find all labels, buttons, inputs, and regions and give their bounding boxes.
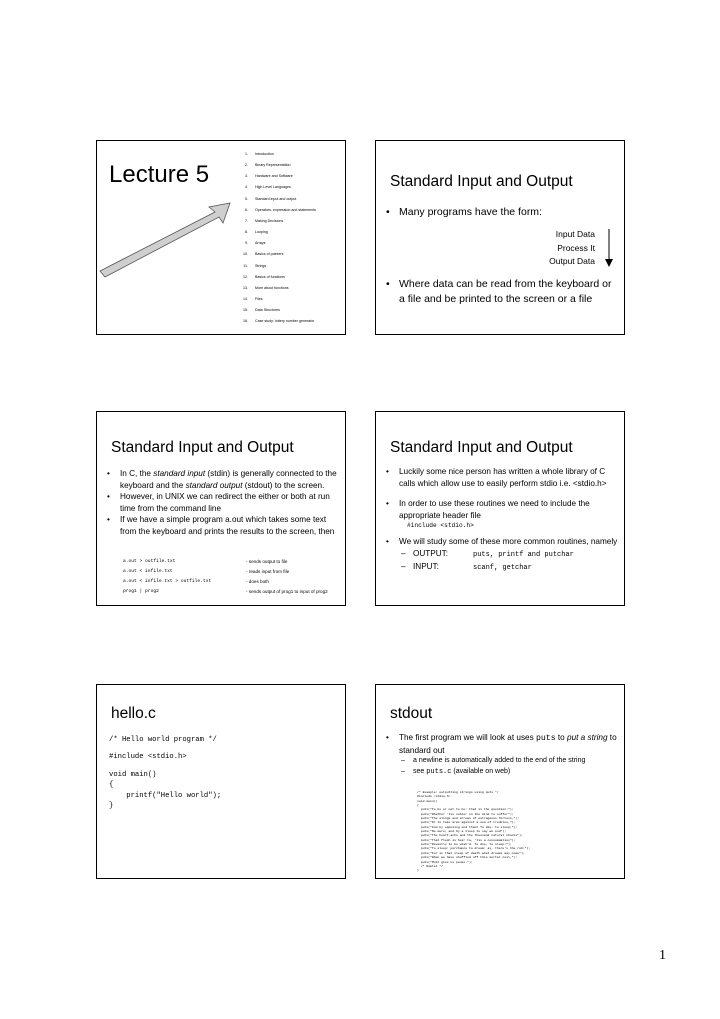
hello-world-code xyxy=(109,735,221,811)
toc-label: Looping xyxy=(255,230,268,235)
bullet-text: • Many programs have the form: xyxy=(386,205,618,219)
toc-number: 13. xyxy=(243,285,248,290)
redirect-description: - sends output to file xyxy=(246,559,288,564)
slide-title: hello.c xyxy=(111,705,156,722)
code-line: } xyxy=(417,868,419,873)
redirect-description: - does both xyxy=(246,579,269,584)
toc-label: Basics of functions xyxy=(255,274,285,279)
redirect-row xyxy=(123,557,328,567)
toc-number: 14. xyxy=(243,297,248,302)
slide-title: Lecture 5 xyxy=(109,161,210,188)
down-arrow-icon xyxy=(602,227,616,269)
toc-item xyxy=(234,238,316,249)
code-line: puts("Must give us pause."); xyxy=(417,859,473,864)
code-line: puts("Devoutly to be wish'd. To die, to sleep;"); xyxy=(417,842,512,847)
toc-item xyxy=(234,283,316,294)
code-line: puts("And by opposing end them? To die: to sleep;"); xyxy=(417,824,518,829)
toc-number: 15. xyxy=(243,308,248,313)
toc-label: Arrays xyxy=(255,241,266,246)
code-line: /* Example: outputting strings using puts */ xyxy=(417,790,499,794)
bullet-text: • Where data can be read from the keyboard or a file and be printed to the screen or a file xyxy=(386,277,618,307)
flow-output-data: Output Data xyxy=(549,256,595,266)
toc-label: Files xyxy=(255,297,263,302)
redirect-examples xyxy=(123,557,328,597)
toc-number: 7. xyxy=(245,218,248,223)
toc-item xyxy=(234,171,316,182)
toc-number: 6. xyxy=(245,207,248,212)
flow-input-data: Input Data xyxy=(555,229,595,239)
code-line: #include <stdio.h> xyxy=(417,794,451,799)
see-puts-note: – see puts.c (available on web) xyxy=(399,767,620,778)
newline-note: – a newline is automatically added to the end of the string xyxy=(399,756,620,767)
toc-label: Making Decisions xyxy=(255,218,284,223)
toc-number: 2. xyxy=(245,163,248,168)
bullet-library: • Luckily some nice person has written a whole library of C calls which allow use to easily perform stdio i.e. <stdio.h> xyxy=(386,466,620,489)
toc-item xyxy=(234,149,316,160)
toc-item xyxy=(234,305,316,316)
code-line: void main() xyxy=(417,798,438,803)
redirect-description: - sends output of prog1 to input of prog2 xyxy=(246,589,328,594)
bullet-stdin-stdout: • In C, the standard input (stdin) is generally connected to the keyboard and the standard output (stdout) to the screen. xyxy=(107,468,341,491)
toc-item xyxy=(234,194,316,205)
code-line: #include <stdio.h> xyxy=(109,753,187,762)
redirect-command: prog1 | prog2 xyxy=(123,589,159,594)
redirect-row xyxy=(123,577,328,587)
redirect-command: a.out < infile.txt > outfile.txt xyxy=(123,579,212,584)
slide-standard-io-2 xyxy=(96,411,346,606)
slide-hello-c xyxy=(96,684,346,879)
code-line: void main() xyxy=(109,770,157,779)
redirect-command: a.out > outfile.txt xyxy=(123,559,176,564)
code-line: puts("Or to take arms against a sea of troubles,"); xyxy=(417,820,516,825)
slide-standard-io-3 xyxy=(375,411,625,606)
code-line: puts("No more; and by a sleep to say we end"); xyxy=(417,829,507,834)
puts-code-listing xyxy=(417,790,530,873)
toc-number: 8. xyxy=(245,230,248,235)
bullet-header: • In order to use these routines we need to include the appropriate header file #include <stdio.h> xyxy=(386,498,620,531)
toc-item xyxy=(234,294,316,305)
page-number: 1 xyxy=(659,948,666,963)
toc-label: Introduction xyxy=(255,152,274,156)
toc-item xyxy=(234,227,316,238)
code-line: printf("Hello world"); xyxy=(109,791,222,800)
redirect-row xyxy=(123,587,328,597)
redirect-description: - reads input from file xyxy=(246,569,290,574)
code-line: puts("When we have shuffled off this mortal coil,"); xyxy=(417,855,518,860)
toc-number: 3. xyxy=(245,174,248,179)
toc-number: 10. xyxy=(243,252,248,257)
bullet-aout: • If we have a simple program a.out which takes some text from the keyboard and prints the results to the screen, then xyxy=(107,514,341,537)
toc-number: 1. xyxy=(245,152,248,156)
toc-item xyxy=(234,272,316,283)
redirect-command: a.out < infile.txt xyxy=(123,569,173,574)
slide-lecture-5 xyxy=(96,140,346,335)
code-line: puts("Whether 'tis nobler in the mind to suffer"); xyxy=(417,811,514,816)
toc-label: Hardware and Software xyxy=(255,174,293,179)
toc-number: 12. xyxy=(243,274,248,279)
toc-item xyxy=(234,182,316,193)
toc-item xyxy=(234,205,316,216)
code-line: puts("To be or not to be: that is the question:"); xyxy=(417,807,514,812)
toc-number: 11. xyxy=(243,263,248,268)
toc-number: 9. xyxy=(245,241,248,246)
toc-number: 16. xyxy=(243,319,248,324)
bullet-unix-redirect: • However, in UNIX we can redirect the either or both at run time from the command line xyxy=(107,491,341,514)
flow-process-it: Process It xyxy=(557,243,595,253)
toc-label: High Level Languages xyxy=(255,185,291,190)
code-line: /* Hamlet */ xyxy=(417,863,443,868)
code-line: puts("The heart-ache and the thousand natural shocks"); xyxy=(417,833,523,838)
code-line: { xyxy=(109,781,114,790)
toc-number: 4. xyxy=(245,185,248,190)
toc-item xyxy=(234,160,316,171)
output-routines: – OUTPUT: puts, printf and putchar xyxy=(399,548,620,562)
redirect-row xyxy=(123,567,328,577)
code-line: puts("That flesh is heir to, 'tis a consummation"); xyxy=(417,837,516,842)
code-line xyxy=(109,745,221,752)
bullet-routines: • We will study some of these more common routines, namely – OUTPUT: puts, printf and putchar – INPUT: scanf, getchar xyxy=(386,536,620,575)
bullet-puts: • The first program we will look at uses puts to put a string to standard out – a newline is automatically added to the end of the string – see puts.c (available on web) xyxy=(386,732,620,777)
toc-label: Binary Representation xyxy=(255,163,291,168)
code-line xyxy=(109,763,221,770)
toc-item xyxy=(234,261,316,272)
toc-label: Data Structures xyxy=(255,308,280,313)
code-line: puts("The slings and arrows of outrageous fortune,"); xyxy=(417,816,520,821)
code-line: puts("For in that sleep of death what dreams may come"); xyxy=(417,850,525,855)
slide-standard-io-1 xyxy=(375,140,625,335)
toc-label: Case study: lottery number generator xyxy=(255,319,315,324)
slide-title: Standard Input and Output xyxy=(390,173,573,190)
course-topics-list xyxy=(234,149,316,328)
input-routines: – INPUT: scanf, getchar xyxy=(399,561,620,575)
include-code: #include <stdio.h> xyxy=(407,522,474,529)
code-line: /* Hello world program */ xyxy=(109,736,217,744)
toc-label: Operators, expression and statements xyxy=(255,207,316,212)
toc-item xyxy=(234,249,316,260)
slide-title: Standard Input and Output xyxy=(111,439,294,456)
toc-item xyxy=(234,316,316,327)
toc-item xyxy=(234,216,316,227)
slide-title: Standard Input and Output xyxy=(390,439,573,456)
code-line: puts("To sleep: perchance to dream: ay, there's the rub;"); xyxy=(417,846,531,851)
toc-label: Basics of pointers xyxy=(255,252,284,257)
toc-number: 5. xyxy=(245,196,248,201)
toc-label: Strings xyxy=(255,263,267,268)
slide-stdout xyxy=(375,684,625,879)
code-line: } xyxy=(109,801,114,810)
toc-label: Standard input and output xyxy=(255,196,297,201)
toc-label: More about functions xyxy=(255,285,289,290)
code-line: { xyxy=(417,803,419,808)
slide-title: stdout xyxy=(390,705,433,722)
